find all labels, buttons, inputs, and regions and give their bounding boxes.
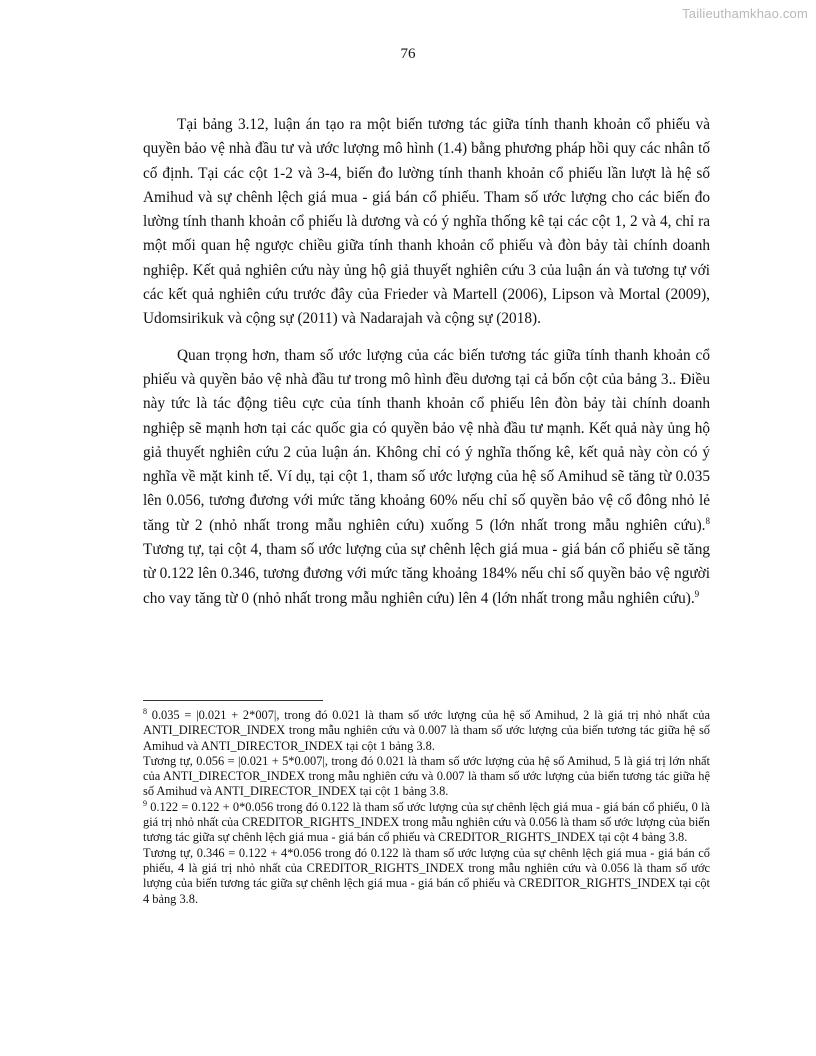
footnote-text: Tương tự, 0.346 = 0.122 + 4*0.056 trong đó 0.122 là tham số ước lượng của sự chênh lệch giá mua - giá bán cổ phiếu, 4 là giá trị nhỏ nhất của CREDITOR_RIGHTS_INDEX trong mẫu nghiên cứu và 0.056 là tham số ước lượng của biến tương tác giữa sự chênh lệch giá mua - giá bán cổ phiếu và CREDITOR_RIGHTS_INDEX tại cột 4 bảng 3.8.	[143, 845, 710, 906]
body-text	[143, 113, 710, 623]
footnote-number: 8	[143, 706, 147, 716]
page-number: 76	[400, 46, 416, 62]
footnote-9	[143, 800, 710, 846]
paragraph-2-part-2: Tương tự, tại cột 4, tham số ước lượng của sự chênh lệch giá mua - giá bán cổ phiếu sẽ tăng từ 0.122 lên 0.346, tương đương với mức tăng khoảng 184% nếu chỉ số quyền bảo vệ người cho vay tăng từ 0 (nhỏ nhất trong mẫu nghiên cứu) lên 4 (lớn nhất trong mẫu nghiên cứu).	[143, 541, 710, 607]
footnote-text: Tương tự, 0.056 = |0.021 + 5*0.007|, trong đó 0.021 là tham số ước lượng của hệ số Amihud, 5 là giá trị lớn nhất của ANTI_DIRECTOR_INDEX trong mẫu nghiên cứu và 0.007 là tham số ước lượng của biến tương tác giữa hệ số Amihud và ANTI_DIRECTOR_INDEX tại cột 1 bảng 3.8.	[143, 753, 710, 799]
paragraph-2	[143, 344, 710, 611]
footnote-number: 9	[143, 798, 147, 808]
footnote-ref-8[interactable]: 8	[705, 515, 710, 526]
watermark: Tailieuthamkhao.com	[682, 6, 808, 21]
footnote-8-continued	[143, 754, 710, 800]
footnote-ref-9[interactable]: 9	[694, 588, 700, 599]
footnote-8	[143, 708, 710, 754]
footnote-text: 0.122 = 0.122 + 0*0.056 trong đó 0.122 là tham số ước lượng của sự chênh lệch giá mua - giá bán cổ phiếu, 0 là giá trị nhỏ nhất của CREDITOR_RIGHTS_INDEX trong mẫu nghiên cứu và 0.056 là tham số ước lượng của biến tương tác giữa sự chênh lệch giá mua - giá bán cổ phiếu và CREDITOR_RIGHTS_INDEX tại cột 4 bảng 3.8.	[143, 799, 710, 845]
footnote-9-continued	[143, 846, 710, 907]
paragraph-2-part-1: Quan trọng hơn, tham số ước lượng của các biến tương tác giữa tính thanh khoản cổ phiếu và quyền bảo vệ nhà đầu tư trong mô hình đều dương tại cả bốn cột của bảng 3.. Điều này tức là tác động tiêu cực của tính thanh khoản cổ phiếu lên đòn bảy tài chính doanh nghiệp sẽ mạnh hơn tại các quốc gia có quyền bảo vệ nhà đầu tư mạnh. Kết quả này ủng hộ giả thuyết nghiên cứu 2 của luận án. Không chỉ có ý nghĩa thống kê, kết quả này còn có ý nghĩa về mặt kinh tế. Ví dụ, tại cột 1, tham số ước lượng của hệ số Amihud sẽ tăng từ 0.035 lên 0.056, tương đương với mức tăng khoảng 60% nếu chỉ số quyền bảo vệ cổ đông nhỏ lẻ tăng từ 2 (nhỏ nhất trong mẫu nghiên cứu) xuống 5 (lớn nhất trong mẫu nghiên cứu).	[143, 346, 710, 534]
paragraph-1: Tại bảng 3.12, luận án tạo ra một biến tương tác giữa tính thanh khoản cổ phiếu và quyền bảo vệ nhà đầu tư và ước lượng mô hình (1.4) bằng phương pháp hồi quy các nhân tố cố định. Tại các cột 1-2 và 3-4, biến đo lường tính thanh khoản cổ phiếu lần lượt là hệ số Amihud và sự chênh lệch giá mua - giá bán cổ phiếu. Tham số ước lượng cho các biến đo lường tính thanh khoản cổ phiếu là dương và có ý nghĩa thống kê tại các cột 1, 2 và 4, chỉ ra một mối quan hệ ngược chiều giữa tính thanh khoản cổ phiếu và đòn bảy tài chính doanh nghiệp. Kết quả nghiên cứu này ủng hộ giả thuyết nghiên cứu 3 của luận án và tương tự với các kết quả nghiên cứu trước đây của Frieder và Martell (2006), Lipson và Mortal (2009), Udomsirikuk và cộng sự (2011) và Nadarajah và cộng sự (2018).	[143, 116, 710, 328]
footnotes	[143, 708, 710, 907]
footnote-separator	[143, 700, 323, 701]
footnote-text: 0.035 = |0.021 + 2*007|, trong đó 0.021 là tham số ước lượng của hệ số Amihud, 2 là giá trị nhỏ nhất của ANTI_DIRECTOR_INDEX trong mẫu nghiên cứu và 0.007 là tham số ước lượng của biến tương tác giữa hệ số Amihud và ANTI_DIRECTOR_INDEX tại cột 1 bảng 3.8.	[143, 708, 710, 753]
